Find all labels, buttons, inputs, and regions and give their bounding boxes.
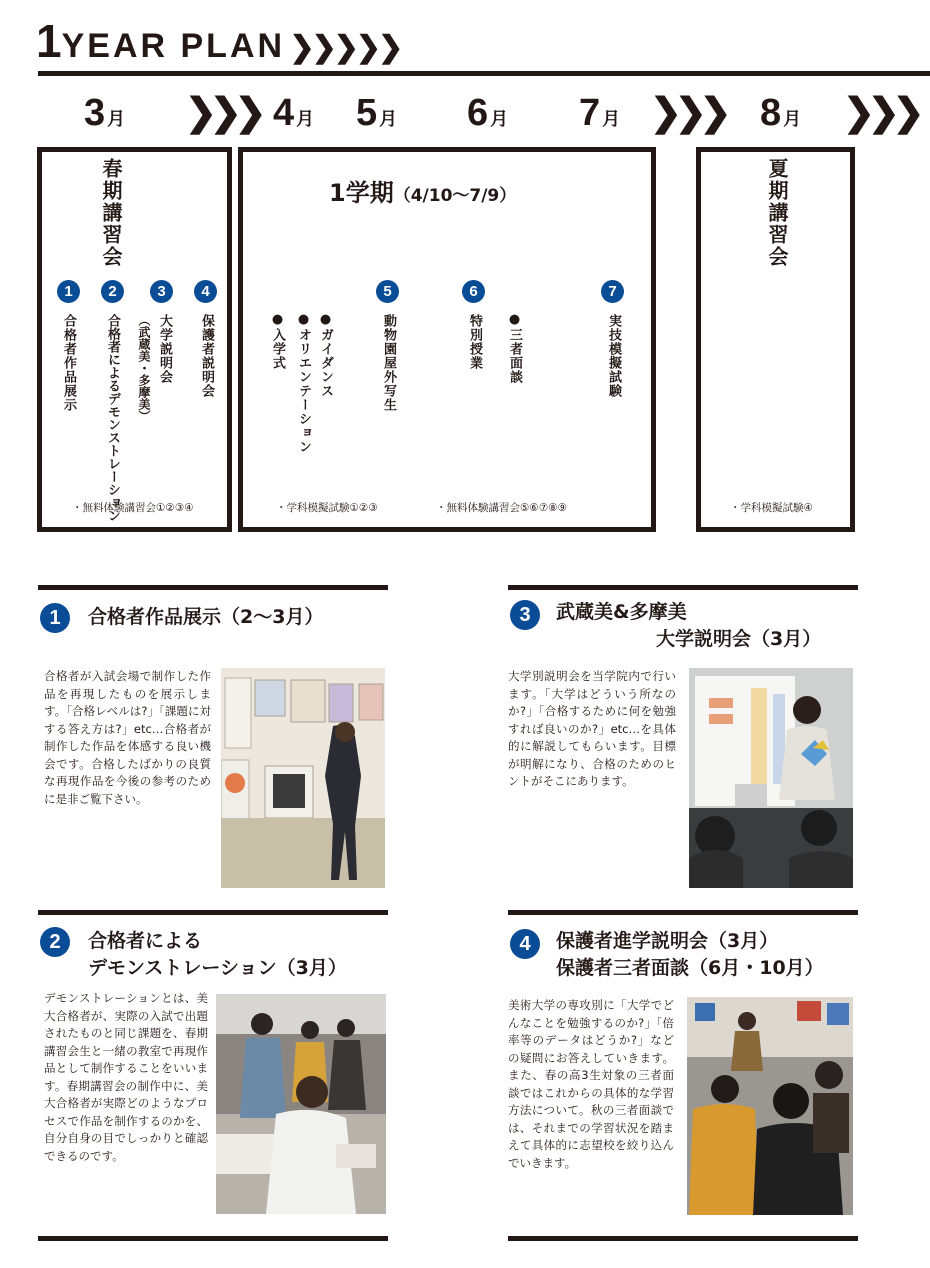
arrow-icon: ❯❯❯	[185, 92, 260, 134]
month-6: 6 月	[467, 92, 509, 134]
section-1-body: 合格者が入試会場で制作した作品を再現したものを展示します。「合格レベルは?」「課題に対する答え方は?」etc…合格者が制作した作品を体感する良い機会です。合格したばかりの良質な再現作品を今後の参考のために是非ご覧下さい。	[44, 669, 211, 806]
item-number-3-icon: 3	[150, 280, 173, 303]
section-2-title-line2: デモンストレーション（3月）	[88, 957, 347, 979]
section-2-title-line1: 合格者による	[88, 930, 203, 952]
spring-item-2: 合格者によるデモンストレーション	[105, 314, 120, 522]
summer-note: ・学科模擬試験④	[730, 502, 813, 514]
exhibition-photo	[221, 668, 385, 888]
term1-item-mock-exam: 実技模擬試験	[606, 314, 621, 398]
item-number-5-icon: 5	[376, 280, 399, 303]
parents-briefing-photo	[687, 997, 853, 1215]
section-4-body: 美術大学の専攻別に「大学でどんなことを勉強するのか?」「倍率等のデータはどうか?」などの疑問にお答えしていきます。また、春の高3生対象の三者面談ではこれからの具体的な学習方法について。秋の三者面談では、それまでの学習状況を踏まえて具体的に志望校を絞り込んでいきます。	[508, 998, 674, 1170]
arrow-icon: ❯❯❯	[650, 92, 725, 134]
item-number-7-icon: 7	[601, 280, 624, 303]
section-number-1-icon: 1	[40, 603, 70, 633]
item-number-4-icon: 4	[194, 280, 217, 303]
arrow-icon: ❯❯❯	[843, 92, 918, 134]
section-2-body: デモンストレーションとは、美大合格者が、実際の入試で出題されたものと同じ課題を、春期講習会生と一緒の教室で再現作品として制作することをいいます。春期講習会の制作中に、美大合格者が実際どのようなプロセスで作品を制作するのかを、自分自身の目でしっかりと確認できるのです。	[44, 991, 208, 1163]
spring-item-3: 大学説明会	[157, 314, 172, 384]
spring-item-4: 保護者説明会	[199, 314, 214, 398]
section-3-body: 大学別説明会を当学院内で行います。「大学はどういう所なのか?」「合格するために何を勉強すれば良いのか?」etc…を具体的に解説してもらいます。目標が明解になり、合格のためのヒントがそこにあります。	[508, 669, 676, 788]
summer-heading: 夏期講習会	[765, 158, 789, 268]
month-3: 3 月	[84, 92, 126, 134]
title-number: 1	[36, 15, 62, 67]
month-7: 7 月	[579, 92, 621, 134]
term1-item-entrance: ●入学式	[270, 312, 285, 370]
term1-item-three-party: ●三者面談	[507, 312, 522, 384]
section-1-title: 合格者作品展示（2〜3月）	[88, 606, 324, 628]
section-3-rule	[508, 585, 858, 590]
item-number-2-icon: 2	[101, 280, 124, 303]
spring-heading: 春期講習会	[99, 158, 123, 268]
title-chevrons-icon: ❯❯❯❯❯	[289, 31, 401, 64]
month-4: 4 月	[273, 92, 315, 134]
spring-item-1: 合格者作品展示	[61, 314, 76, 412]
term1-note-right: ・無料体験講習会⑤⑥⑦⑧⑨	[436, 502, 568, 514]
month-5: 5 月	[356, 92, 398, 134]
term1-note-left: ・学科模擬試験①②③	[276, 502, 378, 514]
spring-note: ・無料体験講習会①②③④	[72, 502, 194, 514]
section-2-rule	[38, 910, 388, 915]
section-2-bottom-rule	[38, 1236, 388, 1241]
section-number-4-icon: 4	[510, 929, 540, 959]
term1-item-zoo-sketch: 動物園屋外写生	[381, 314, 396, 412]
term1-title: 1学期（4/10〜7/9）	[329, 179, 517, 207]
section-4-title-line1: 保護者進学説明会（3月）	[556, 930, 779, 952]
section-3-title-line2: 大学説明会（3月）	[656, 628, 822, 650]
page-title	[36, 14, 400, 68]
header-rule	[38, 71, 930, 76]
section-1-rule	[38, 585, 388, 590]
section-4-title-line2: 保護者三者面談（6月・10月）	[556, 957, 824, 979]
section-number-2-icon: 2	[40, 927, 70, 957]
section-number-3-icon: 3	[510, 600, 540, 630]
item-number-1-icon: 1	[57, 280, 80, 303]
term1-item-orientation: ●オリエンテーション	[296, 312, 311, 454]
month-8: 8 月	[760, 92, 802, 134]
university-briefing-photo	[689, 668, 853, 888]
term1-dates: （4/10〜7/9）	[393, 186, 517, 206]
section-4-rule	[508, 910, 858, 915]
section-3-title-line1: 武蔵美&多摩美	[556, 601, 687, 623]
spring-item-3-sub: （武蔵美・多摩美）	[137, 314, 151, 422]
term1-item-guidance: ●ガイダンス	[318, 312, 333, 398]
term1-item-special-class: 特別授業	[467, 314, 482, 370]
section-4-bottom-rule	[508, 1236, 858, 1241]
title-text: YEAR PLAN	[61, 27, 286, 65]
item-number-6-icon: 6	[462, 280, 485, 303]
demonstration-photo	[216, 994, 386, 1214]
